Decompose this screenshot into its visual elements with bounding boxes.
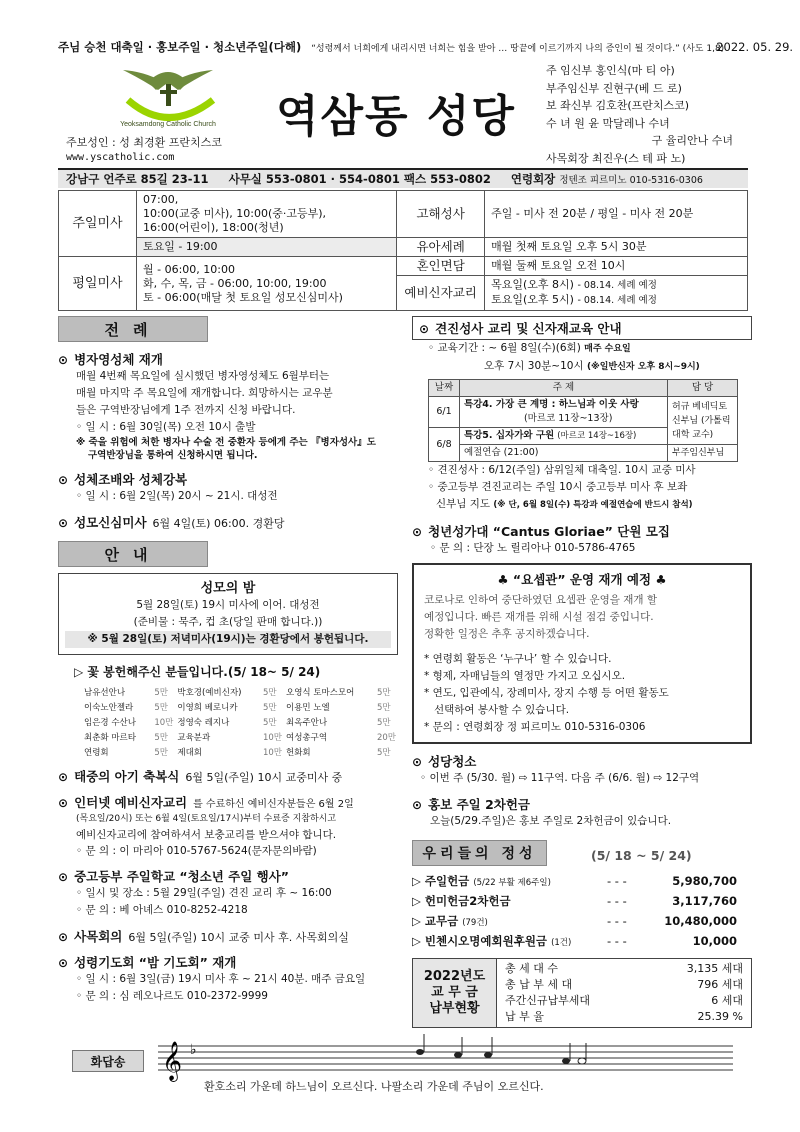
sick-communion-heading: ⊙ 병자영성체 재개 [58,352,163,367]
donor-amount: 5만 [262,687,277,698]
table-row: 6/8 특강5. 십자가와 구원 (마르코 14장~16장) [429,428,738,445]
address: 강남구 언주로 85길 23-11 [66,172,209,186]
circle-dot-icon: ⊙ [58,516,69,530]
offering-row: ▷ 빈첸시오명예회원후원금 (1건) - - - 10,000 [412,934,737,948]
mass-schedule-table [58,190,748,311]
circle-dot-icon: ⊙ [412,755,423,769]
donor-name: 정영숙 레지나 [177,717,230,728]
staff-list [546,62,751,168]
circle-dot-icon: ⊙ [419,322,430,336]
header [58,60,748,168]
circle-dot-icon: ⊙ [58,956,69,970]
marriage-times: 매월 둘째 토요일 오전 10시 [485,257,748,276]
catechumen-label: 예비신자교리 [397,276,485,311]
donor-amount: 5만 [376,717,391,728]
mary-mass-heading: ⊙ 성모신심미사 6월 4일(토) 06:00. 경환당 [58,515,285,530]
confirmation-title-box [412,316,752,340]
donor-name: 교육분과 [177,732,211,743]
dove-cross-icon [88,60,248,130]
internet-catechism-body: (목요일/20시) 또는 6월 4일(토요일/17시)부터 수료증 지참하시고 예비신자교리에 참여하셔서 보충교리를 받으셔야 합니다. ◦ 문 의 : 이 마리아 010-5767-5624(문자문의바람) [76,814,337,857]
donor-amount: 5만 [376,687,391,698]
table-row [82,699,398,714]
responsorial-psalm [58,1040,748,1096]
sunday-mass-times: 07:00, 10:00(교중 미사), 10:00(중·고등부), 16:00(어린이), 18:00(청년) [137,191,397,238]
office-phone: 사무실 553-0801 · 554-0801 팩스 553-0802 [228,172,491,186]
flower-donors-table [82,684,398,759]
tithe-row: 총 세 대 수 3,135 세대 [505,962,743,975]
donor-name: 연령회 [84,747,109,758]
donor-name: 제대회 [177,747,202,758]
circle-dot-icon: ⊙ [58,870,69,884]
baby-blessing-heading: ⊙ 태중의 아기 축복식 6월 5일(주일) 10시 교중미사 중 [58,769,343,784]
col-header: 담 당 [668,380,738,397]
donor-name: 이용민 노엘 [285,702,330,713]
bible-verse: “성령께서 너희에게 내리시면 너희는 힘을 받아 … 땅끝에 이르기까지 나의 증인이 될 것이다.” (사도 1,8) [311,43,725,54]
sick-communion-body: 매월 4번째 목요일에 실시했던 병자영성체도 6월부터는 매월 마지막 주 목요일에 재개합니다. 희망하시는 교우분 들은 구역반장님에게 1주 전까지 신청 바랍니다. ◦ 일 시 : 6월 30일(목) 오전 10시 출발 [76,370,333,433]
circle-dot-icon: ⊙ [58,796,69,810]
treble-clef-icon: 𝄞 [162,1041,183,1081]
donor-name: 이영희 베로니카 [177,702,238,713]
yosep-hall-box: ♣ “요셉관” 운영 재개 예정 ♣ 코로나로 인하여 중단하였던 요셉관 운영을 재개 할 예정입니다. 빠른 재개를 위해 시설 점검 중입니다. 정확한 일정은 추후 공지하겠습니다. * 연령회 활동은 ‘누구나’ 할 수 있습니다. * 형제, 자매님들의 열정만 가지고 오십시오. * 연도, 입관예식, 장례미사, 장지 수행 등 어떤 활동도 선택하여 봉사할 수 있습니다. * 문의 : 연령회장 정 피르미노 010-5316-0306 [412,563,752,744]
offering-period: (5/ 18 ~ 5/ 24) [591,848,692,863]
church-logo [88,60,248,130]
top-bar [58,36,794,58]
sick-communion-note: ※ 죽을 위험에 처한 병자나 수술 전 중환자 등에게 주는 『병자성사』도 구역반장님을 통하여 신청하시면 됩니다. [76,437,376,461]
offering-banner: 우리들의 정성 (5/ 18 ~ 5/ 24) [412,840,547,866]
table-row: 예절연습 (21:00) 부주임신부님 [429,445,738,462]
flower-donors-heading: ▷ 꽃 봉헌해주신 분들입니다.(5/ 18~ 5/ 24) [74,665,321,679]
notice-banner: 안내 [58,541,208,567]
prayer-meeting-body: ◦ 일 시 : 6월 3일(금) 19시 미사 후 ~ 21시 40분. 매주 금요일 ◦ 문 의 : 심 레오나르도 010-2372-9999 [76,973,366,1002]
right-column [412,316,752,1028]
circle-dot-icon: ⊙ [412,525,423,539]
occasion: 주님 승천 대축일 · 홍보주일 · 청소년주일(다해) [58,40,302,54]
circle-dot-icon: ⊙ [58,930,69,944]
psalm-lyrics: 환호소리 가운데 하느님이 오르신다. 나팔소리 가운데 주님이 오르신다. [204,1080,544,1093]
tithe-status-box [412,958,752,1028]
svg-text:Yeoksamdong Catholic Church: Yeoksamdong Catholic Church [120,121,216,128]
sunday-mass-label: 주일미사 [59,191,137,257]
donor-amount: 5만 [376,747,391,758]
marriage-label: 혼인면담 [397,257,485,276]
staff-item: 구 율리안나 수녀 [651,134,733,148]
left-column [58,316,398,1005]
infant-baptism: 매월 첫째 토요일 오후 5시 30분 [485,238,748,257]
confirmation-period: ◦ 교육기간 : ~ 6월 8일(수)(6회) 매주 수요일 오후 7시 30분~10시 (※일반신자 오후 8시~9시) [428,342,700,372]
promo-offering-heading: ⊙ 홍보 주일 2차헌금 [412,797,530,812]
weekday-mass-label: 평일미사 [59,257,137,311]
confirmation-heading: ⊙ 견진성사 교리 및 신자재교육 안내 [419,321,622,336]
table-row [82,684,398,699]
circle-dot-icon: ⊙ [412,798,423,812]
choir-contact: ◦ 문 의 : 단장 노 릴리아나 010-5786-4765 [430,542,636,554]
education-table [428,379,738,462]
donor-amount: 5만 [262,717,277,728]
table-row [82,744,398,759]
psalm-label: 화답송 [72,1050,144,1072]
promo-offering-body: 오늘(5/29.주일)은 홍보 주일로 2차헌금이 있습니다. [430,815,672,827]
donor-amount: 10만 [154,717,174,728]
infant-baptism-label: 유아세례 [397,238,485,257]
issue-date: 2022. 05. 29. [716,40,794,54]
circle-dot-icon: ⊙ [58,473,69,487]
staff-item: 주 임신부 홍인식(마 티 아) [546,64,675,77]
offering-row: ▷ 주일헌금 (5/22 부활 제6주일) - - - 5,980,700 [412,874,737,888]
mary-evening-box: 성모의 밤 5월 28일(토) 19시 미사에 이어. 대성전 (준비물 : 묵주, 컵 초(당일 판매 합니다.)) ※ 5월 28일(토) 저녁미사(19시)는 경환당에서 봉헌됩니다. [58,573,398,655]
donor-name: 여성총구역 [285,732,328,743]
table-row [82,714,398,729]
confirmation-info: ◦ 견진성사 : 6/12(주일) 삼위일체 대축일. 10시 교중 미사 ◦ 중고등부 견진교리는 주일 10시 중고등부 미사 후 보좌 신부님 지도 (※ 단, 6월 8일(수) 특강과 예절연습에 반드시 참석) [428,464,696,510]
tithe-row: 납 부 율 25.39 % [505,1010,743,1023]
weekday-mass-times: 월 - 06:00, 10:00 화, 수, 목, 금 - 06:00, 10:00, 19:00 토 - 06:00(매달 첫 토요일 성모신심미사) [137,257,397,311]
liturgy-banner: 전례 [58,316,208,342]
tithe-row: 주간신규납부세대 6 세대 [505,994,743,1007]
staff-item: 수 녀 원 윤 막달레나 수녀 [546,116,670,130]
circle-dot-icon: ⊙ [58,770,69,784]
staff-item: 부주임신부 진현구(베 드 로) [546,81,682,95]
donor-amount: 10만 [262,732,282,743]
donor-name: 최춘화 마르타 [84,732,136,743]
col-header: 날짜 [429,380,460,397]
choir-heading: ⊙ 청년성가대 “Cantus Gloriae” 단원 모집 [412,524,670,539]
parish-title: 역삼동 성당 [276,91,516,142]
adoration-date: ◦ 일 시 : 6월 2일(목) 20시 ~ 21시. 대성전 [76,490,278,502]
donor-amount: 5만 [154,747,168,758]
offering-row: ▷ 교무금 (79건) - - - 10,480,000 [412,914,737,928]
prayer-meeting-heading: ⊙ 성령기도회 “밤 기도회” 재개 [58,955,237,970]
donor-name: 이숙노안젤라 [84,702,134,713]
donor-name: 오영식 토마스모어 [285,687,355,698]
tithe-row: 총 납 부 세 대 796 세대 [505,978,743,991]
saturday-mass: 토요일 - 19:00 [137,238,397,257]
staff-item: 사목회장 최진우(스 테 파 노) [546,151,686,165]
circle-dot-icon: ⊙ [58,353,69,367]
pastoral-meeting-heading: ⊙ 사목회의 6월 5일(주일) 10시 교중 미사 후. 사목회의실 [58,929,349,944]
table-row: 6/1 특강4. 가장 큰 계명 : 하느님과 이웃 사랑 (마르코 11장~13장) 허규 베네딕토 신부님 (가톨릭 대학 교수) [429,397,738,428]
confession-times: 주일 - 미사 전 20분 / 평일 - 미사 전 20분 [485,191,748,238]
donor-amount: 5만 [262,702,277,713]
cleaning-body: ◦ 이번 주 (5/30. 월) ⇨ 11구역. 다음 주 (6/6. 월) ⇨ 12구역 [420,772,700,784]
cleaning-heading: ⊙ 성당청소 [412,754,477,769]
patron-saint: 주보성인 : 성 최경환 프란치스코 [66,136,222,149]
catechumen-times: 목요일(오후 8시) - 08.14. 세례 예정 토요일(오후 5시) - 08.14. 세례 예정 [485,276,748,311]
svg-text:♭: ♭ [190,1042,197,1058]
donor-name: 남유선안나 [84,687,126,698]
donor-amount: 10만 [262,747,282,758]
donor-amount: 5만 [154,702,168,713]
website-link[interactable]: www.yscatholic.com [66,152,175,163]
col-header: 주 제 [459,380,667,397]
donor-name: 임은경 수산나 [84,717,136,728]
youth-school-body: ◦ 일시 및 장소 : 5월 29일(주일) 견진 교리 후 ~ 16:00 ◦ 문 의 : 베 아녜스 010-8252-4218 [76,887,332,916]
confession-label: 고해성사 [397,191,485,238]
address-bar [58,168,748,188]
offering-row: ▷ 헌미헌금2차헌금 - - - 3,117,760 [412,894,737,908]
offering-list [412,872,752,952]
staff-item: 보 좌신부 김호찬(프란치스코) [546,99,690,113]
donor-amount: 5만 [154,732,168,743]
table-row [82,729,398,744]
donor-name: 헌화회 [285,747,311,758]
internet-catechism-heading: ⊙ 인터넷 예비신자교리 를 수료하신 예비신자분들은 6월 2일 [58,795,354,810]
council-contact: 연령회장 정텐조 피르미노 010-5316-0306 [510,172,703,186]
donor-name: 최옥주안나 [285,717,328,728]
music-staff [158,1040,738,1081]
donor-amount: 5만 [376,702,391,713]
adoration-heading: ⊙ 성체조배와 성체강복 [58,472,188,487]
youth-school-heading: ⊙ 중고등부 주일학교 “청소년 주일 행사” [58,869,290,884]
tithe-title: 2022년도 교 무 금 납부현황 [413,959,497,1027]
donor-amount: 5만 [154,687,168,698]
donor-amount: 20만 [376,732,396,743]
donor-name: 박호경(예비신자) [177,687,242,698]
